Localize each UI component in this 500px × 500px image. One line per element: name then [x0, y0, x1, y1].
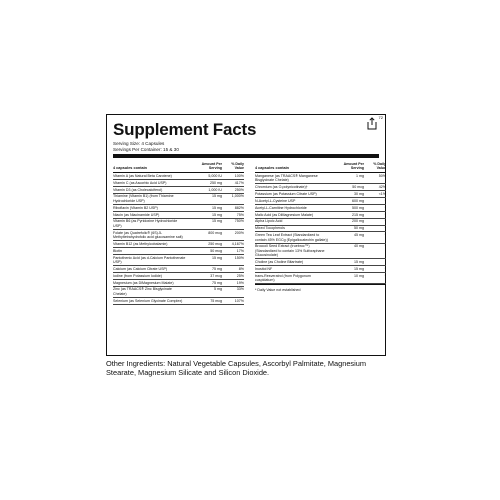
nutrient-row — [113, 255, 244, 266]
nutrient-name: trans-Resveratrol (from Polygonum cuspidatum) — [255, 273, 311, 282]
nutrient-dv: 17% — [236, 248, 244, 253]
column-header — [255, 159, 386, 173]
header-amount: Amount Per Serving — [201, 161, 222, 171]
nutrient-amount: 75 mcg — [210, 298, 222, 303]
nutrient-dv: * — [384, 198, 386, 203]
nutrient-row — [255, 198, 386, 205]
nutrient-name: Iodine (from Potassium Iodide) — [113, 273, 162, 278]
nutrient-dv: 882% — [234, 205, 244, 210]
nutrient-row — [113, 205, 244, 212]
nutrient-dv: 107% — [234, 298, 244, 303]
nutrient-name: Mixed Tocopherols — [255, 226, 285, 231]
nutrient-name: Manganese (as TRAACS® Manganese Bisglycinate Chelate) — [255, 173, 318, 183]
nutrient-dv: 42% — [378, 184, 386, 189]
nutrient-amount: 15 mg — [354, 266, 364, 271]
nutrient-amount: 10 mg — [354, 273, 364, 278]
nutrient-amount: 500 mg — [352, 205, 364, 210]
nutrient-name: Alpha Lipoic Acid — [255, 219, 283, 224]
nutrient-amount: 250 mcg — [208, 241, 222, 246]
nutrient-row — [255, 232, 386, 243]
nutrient-amount: 75 mg — [212, 280, 222, 285]
nutrient-row — [113, 280, 244, 287]
nutrient-dv: * — [384, 219, 386, 224]
nutrient-row — [255, 259, 386, 266]
nutrient-amount: 1 mg — [356, 173, 364, 178]
nutrient-dv — [366, 260, 386, 264]
nutrient-amount: 50 mcg — [352, 184, 364, 189]
nutrient-dv: * — [384, 244, 386, 249]
nutrient-row — [255, 173, 386, 184]
nutrient-dv: * — [384, 233, 386, 238]
nutrient-name: Choline (as Choline Bitartrate) — [255, 259, 304, 264]
header-amount: Amount Per Serving — [343, 161, 364, 171]
nutrient-row — [113, 298, 244, 305]
nutrient-name: Broccoli Seed Extract (truebroc™) (Standardized to contain 13% Sulforaphane Glucosinolate) — [255, 244, 325, 257]
nutrient-dv: 417% — [234, 180, 244, 185]
nutrient-name: N-Acetyl-L-Cysteine USP — [255, 198, 296, 203]
nutrient-amount: 200 mg — [352, 219, 364, 224]
nutrient-dv: * — [384, 266, 386, 271]
footnote: * Daily Value not established — [255, 284, 386, 292]
nutrient-amount: 30 mg — [354, 191, 364, 196]
nutrient-column-right — [255, 159, 386, 292]
nutrient-name: Folate (as Quatrefolic® (6S)-5-Methyltetrahydrofolic acid glucosamine salt) — [113, 230, 183, 239]
nutrient-amount: 15 mg — [212, 212, 222, 217]
nutrient-dv: 750% — [234, 219, 244, 224]
nutrient-name: Magnesium (as DiMagnesium Malate) — [113, 280, 174, 285]
nutrient-row — [255, 212, 386, 219]
nutrient-dv: 25% — [236, 273, 244, 278]
nutrient-name: Vitamin B6 (as Pyridoxine Hydrochloride USP) — [113, 219, 178, 228]
share-icon[interactable] — [367, 117, 379, 131]
nutrient-dv: 4,167% — [231, 241, 244, 246]
nutrient-row — [113, 287, 244, 298]
nutrient-name: Chromium (as O-polynicotinate)† — [255, 184, 308, 189]
nutrient-name: Vitamin B12 (as Methylcobalamin) — [113, 241, 168, 246]
nutrient-dv: * — [384, 226, 386, 231]
nutrient-row — [113, 248, 244, 255]
nutrient-row — [255, 191, 386, 198]
nutrient-amount: 1,000 IU — [208, 187, 222, 192]
nutrient-row — [255, 184, 386, 191]
nutrient-dv: * — [384, 273, 386, 278]
panel-title: Supplement Facts — [113, 120, 257, 139]
nutrient-amount: 75 mg — [212, 266, 222, 271]
nutrient-amount: 50 mcg — [210, 248, 222, 253]
header-dv: % Daily Value — [231, 161, 244, 171]
nutrient-name: Biotin — [113, 248, 122, 253]
servings-per-container: Servings Per Container: 15 & 30 — [113, 146, 179, 152]
nutrient-name: Vitamin C (as Ascorbic Acid USP) — [113, 180, 167, 185]
other-ingredients: Other Ingredients: Natural Vegetable Capsules, Ascorbyl Palmitate, Magnesium Stearate, Magnesium Silicate and Silicon Dioxide. — [106, 359, 367, 377]
nutrient-dv: 8% — [238, 266, 244, 271]
nutrient-dv: 75% — [236, 212, 244, 217]
column-header — [113, 159, 244, 173]
nutrient-name: Inositol NF — [255, 266, 273, 271]
nutrient-name: Malic Acid (as DiMagnesium Malate) — [255, 212, 314, 217]
nutrient-amount: 800 mcg — [208, 230, 222, 235]
nutrient-amount: 15 mg — [212, 219, 222, 224]
nutrient-row — [113, 173, 244, 180]
nutrient-row — [255, 205, 386, 212]
nutrient-row — [113, 194, 244, 205]
nutrient-row — [113, 212, 244, 219]
nutrient-name: Calcium (as Calcium Citrate USP) — [113, 266, 168, 271]
nutrient-dv: 250% — [234, 187, 244, 192]
serving-size: Serving Size: 4 Capsules — [113, 141, 165, 146]
nutrient-name: Green Tea Leaf Extract (Standardized to contain 45% EGCg (Epigallocatechin gallate)) — [255, 233, 328, 242]
nutrient-row — [113, 266, 244, 273]
nutrient-name: Vitamin A (as Natural Beta Carotene) — [113, 173, 172, 178]
nutrient-row — [113, 230, 244, 241]
nutrient-amount: 45 mg — [354, 233, 364, 238]
nutrient-name: Potassium (as Potassium Citrate USP) — [255, 191, 317, 196]
nutrient-name: Zinc (as TRAACS® Zinc Bisglycinate Chelate) — [113, 287, 172, 296]
nutrient-amount: 40 mg — [354, 244, 364, 249]
serving-info — [113, 141, 179, 152]
nutrient-amount: 37 mcg — [210, 273, 222, 278]
nutrient-dv: 33% — [236, 287, 244, 292]
nutrient-row — [113, 273, 244, 280]
nutrient-amount: 5 mg — [214, 287, 222, 292]
nutrient-row — [113, 241, 244, 248]
nutrient-row — [255, 266, 386, 273]
nutrient-name: Acetyl-L-Carnitine Hydrochloride — [255, 205, 307, 210]
nutrient-row — [113, 180, 244, 187]
nutrient-row — [255, 273, 386, 284]
nutrient-amount: 250 mg — [210, 180, 222, 185]
nutrient-dv: 150% — [234, 255, 244, 260]
share-count: 72 — [378, 115, 383, 120]
nutrient-dv: 50% — [378, 173, 386, 178]
nutrient-name: Niacin (as Niacinamide USP) — [113, 212, 160, 217]
divider-bar — [113, 154, 379, 158]
nutrient-row — [113, 219, 244, 230]
nutrient-name: Vitamin D3 (as Cholecalciferol) — [113, 187, 163, 192]
nutrient-amount: 600 mg — [352, 198, 364, 203]
nutrient-amount: 15 mg — [212, 205, 222, 210]
nutrient-dv: 200% — [234, 230, 244, 235]
nutrient-dv: * — [384, 205, 386, 210]
nutrient-dv: * — [384, 212, 386, 217]
header-label: 4 capsules contain — [113, 166, 147, 171]
nutrient-dv: <1% — [378, 191, 386, 196]
nutrient-dv: 100% — [234, 173, 244, 178]
nutrient-amount: 15 mg — [354, 259, 364, 264]
nutrient-name: Riboflavin (Vitamin B2 USP) — [113, 205, 158, 210]
header-dv: % Daily Value — [373, 161, 386, 171]
nutrient-amount: 50 mg — [354, 226, 364, 231]
nutrient-row — [255, 219, 386, 226]
nutrient-dv: 1,000% — [231, 194, 244, 199]
nutrient-name: Thiamine (Vitamin B1) (from Thiamine Hydrochloride USP) — [113, 194, 174, 203]
nutrient-dv: 19% — [236, 280, 244, 285]
nutrient-row — [113, 187, 244, 194]
nutrient-row — [255, 244, 386, 259]
supplement-facts-panel — [106, 114, 386, 356]
nutrient-amount: 15 mg — [212, 255, 222, 260]
nutrient-amount: 5,000 IU — [208, 173, 222, 178]
nutrient-row — [255, 226, 386, 233]
nutrient-name: Pantothenic Acid (as d-Calcium Pantothenate USP) — [113, 255, 186, 264]
nutrient-amount: 215 mg — [352, 212, 364, 217]
nutrient-amount: 15 mg — [212, 194, 222, 199]
nutrient-column-left — [113, 159, 244, 305]
header-label: 4 capsules contain — [255, 166, 289, 171]
nutrient-name: Selenium (as Selenium Glycinate Complex) — [113, 298, 183, 303]
